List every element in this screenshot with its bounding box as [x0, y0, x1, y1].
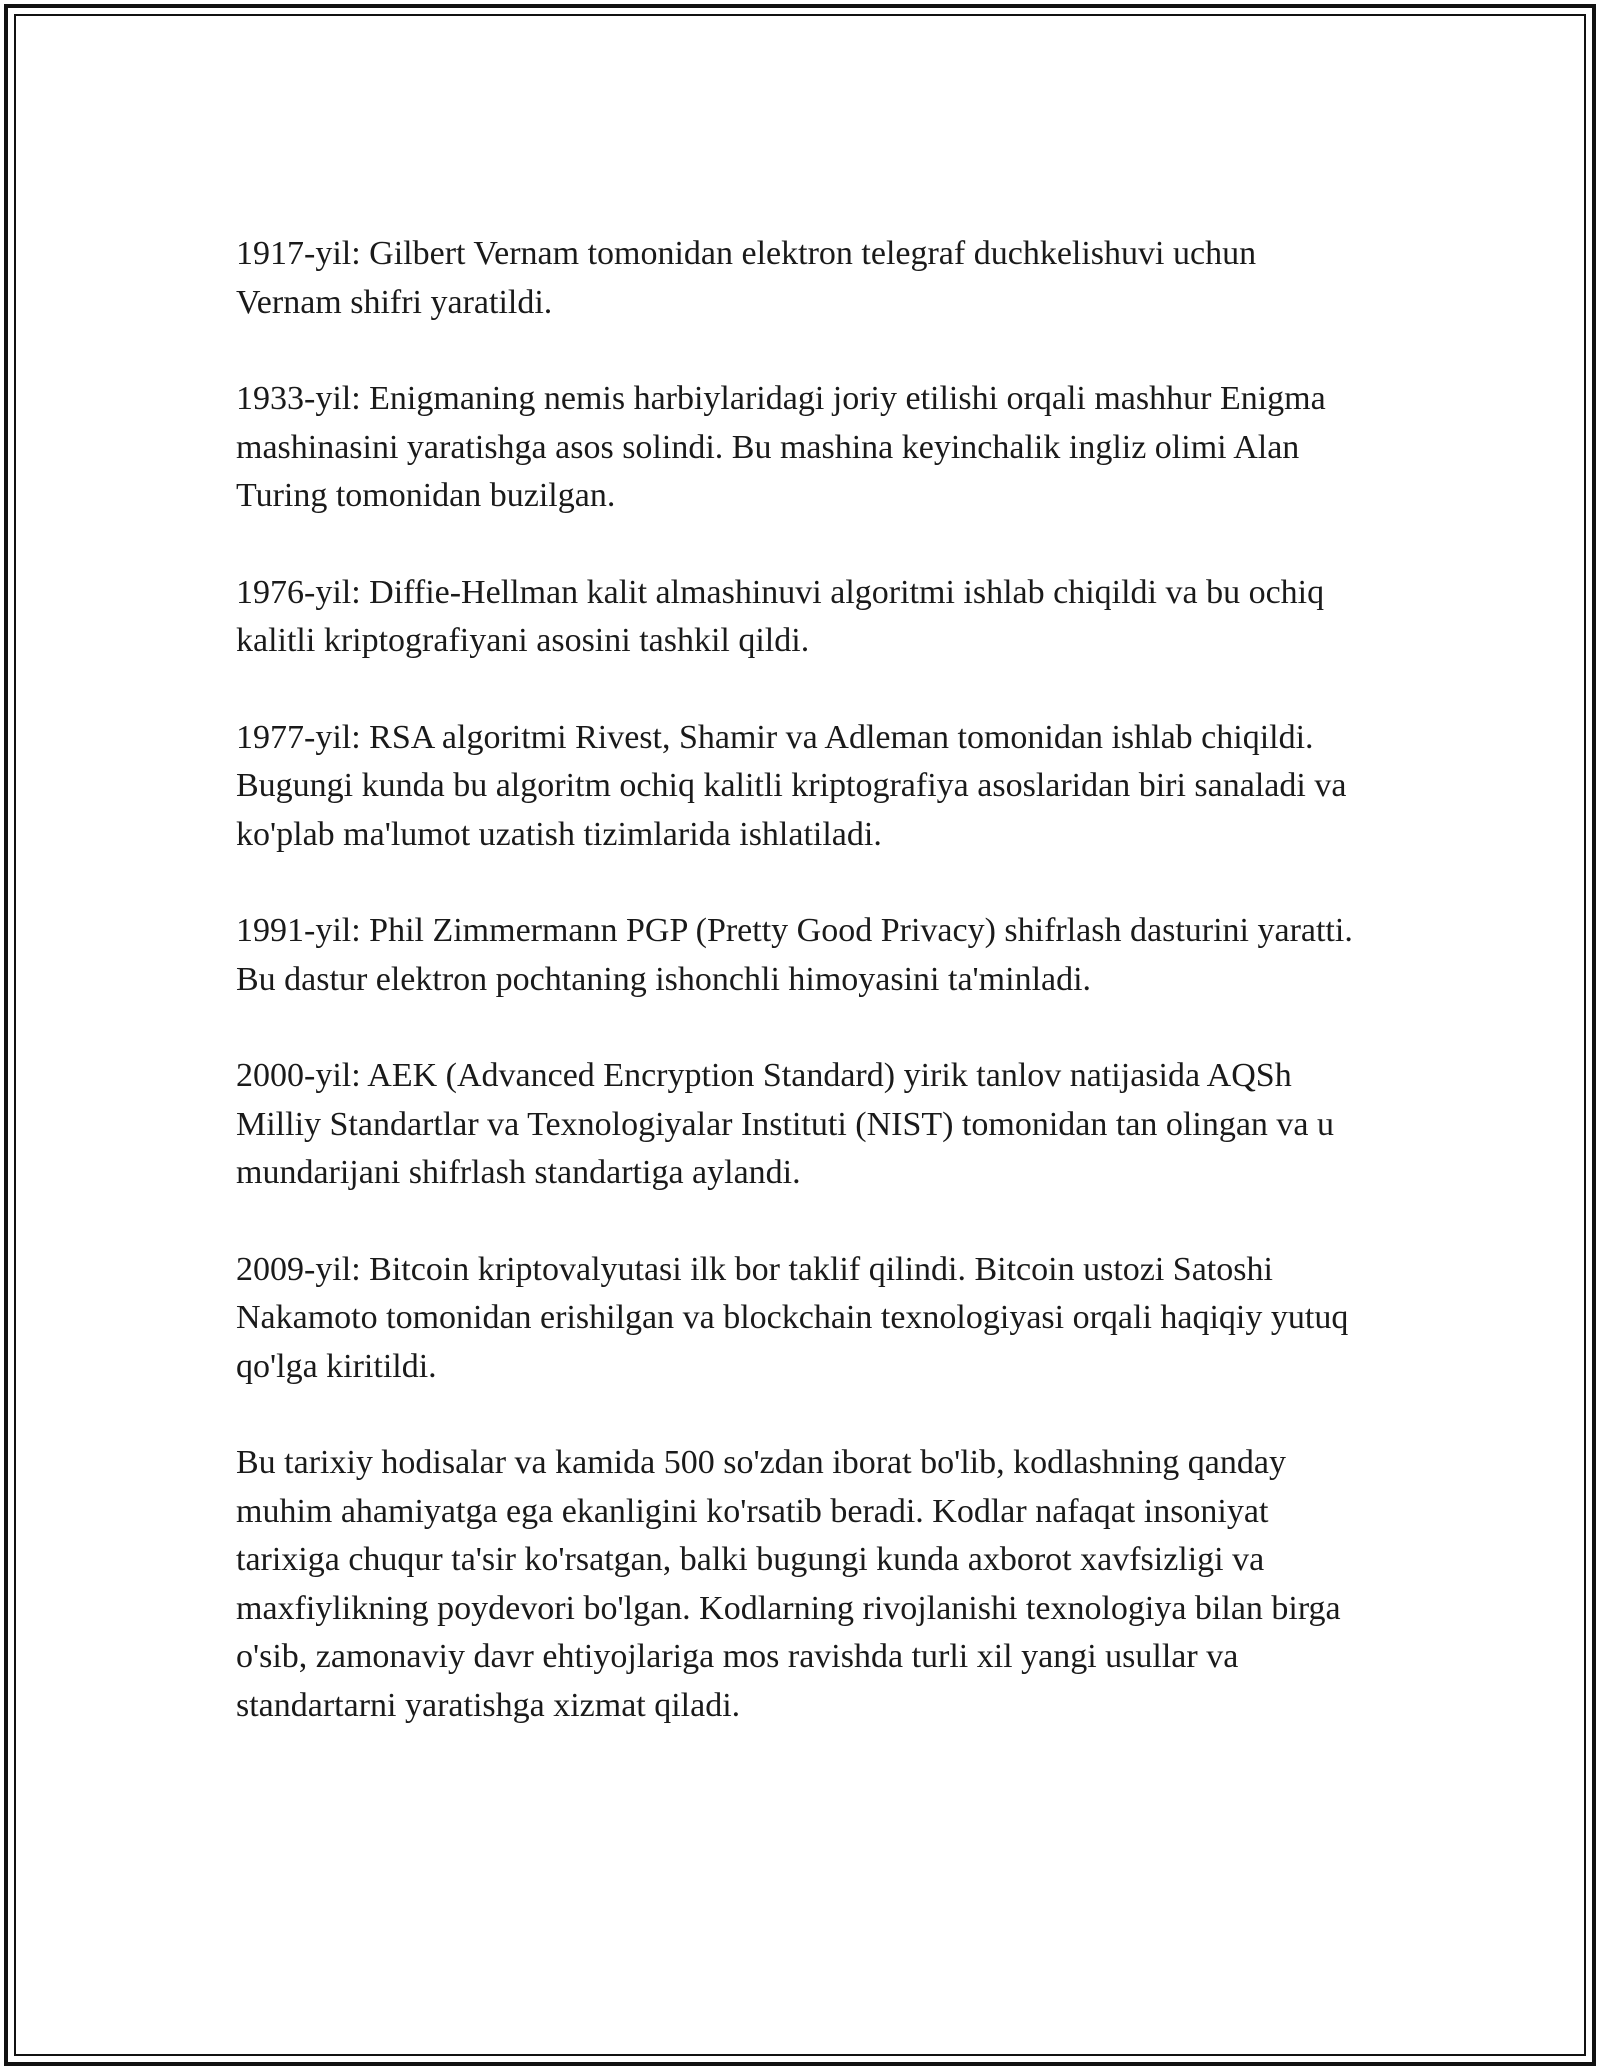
paragraph-2000: 2000-yil: AEK (Advanced Encryption Standard) yirik tanlov natijasida AQSh Milliy Standartlar va Texnologiyalar Instituti (NIST) tomonidan tan olingan va u mundarijani shifrlash standartiga aylandi. — [236, 1057, 1335, 1191]
paragraph-1977: 1977-yil: RSA algoritmi Rivest, Shamir va Adleman tomonidan ishlab chiqildi. Bugungi kunda bu algoritm ochiq kalitli kriptografiya asoslaridan biri sanaladi va ko'plab ma'lumot uzatish tizimlarida ishlatiladi. — [236, 718, 1347, 853]
paragraph-2009: 2009-yil: Bitcoin kriptovalyutasi ilk bor taklif qilindi. Bitcoin ustozi Satoshi Nakamoto tomonidan erishilgan va blockchain texnologiyasi orqali haqiqiy yutuq qo'lga kiritildi. — [236, 1250, 1349, 1385]
paragraph-conclusion: Bu tarixiy hodisalar va kamida 500 so'zdan iborat bo'lib, kodlashning qanday muhim ahamiyatga ega ekanligini ko'rsatib beradi. Kodlar nafaqat insoniyat tarixiga chuqur ta'sir ko'rsatgan, balki bugungi kunda axborot xavfsizligi va maxfiylikning poydevori bo'lgan. Kodlarning rivojlanishi texnologiya bilan birga o'sib, zamonaviy davr ehtiyojlariga mos ravishda turli xil yangi usullar va standartarni yaratishga xizmat qiladi. — [236, 1444, 1341, 1724]
document-body — [236, 230, 1366, 1730]
paragraph-1976: 1976-yil: Diffie-Hellman kalit almashinuvi algoritmi ishlab chiqildi va bu ochiq kalitli kriptografiyani asosini tashkil qildi. — [236, 573, 1325, 659]
paragraph-1917: 1917-yil: Gilbert Vernam tomonidan elektron telegraf duchkelishuvi uchun Vernam shifri yaratildi. — [236, 235, 1257, 321]
paragraph-1933: 1933-yil: Enigmaning nemis harbiylaridagi joriy etilishi orqali mashhur Enigma mashinasini yaratishga asos solindi. Bu mashina keyinchalik ingliz olimi Alan Turing tomonidan buzilgan. — [236, 380, 1326, 514]
paragraph-1991: 1991-yil: Phil Zimmermann PGP (Pretty Good Privacy) shifrlash dasturini yaratti. Bu dastur elektron pochtaning ishonchli himoyasini ta'minladi. — [236, 912, 1353, 998]
